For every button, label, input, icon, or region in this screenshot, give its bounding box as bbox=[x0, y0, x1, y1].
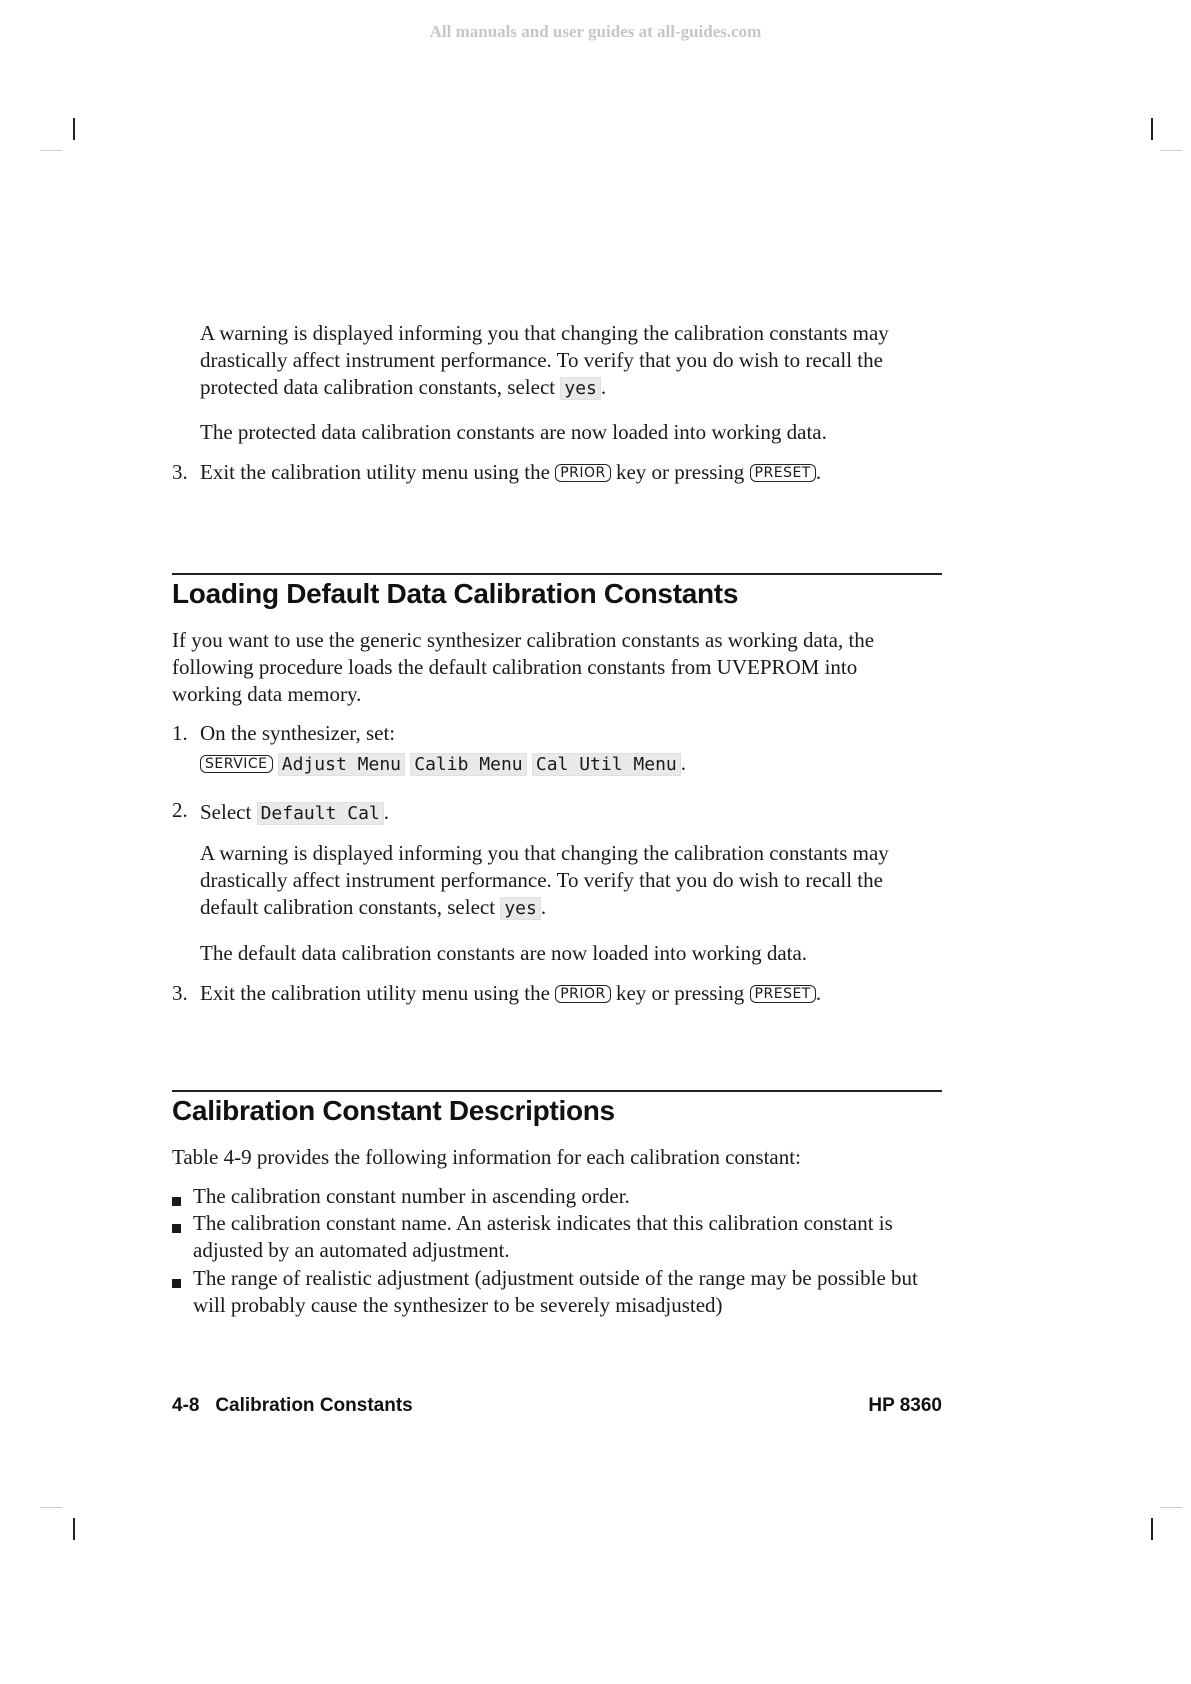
crop-mark-top-right bbox=[1151, 118, 1153, 140]
crop-mark-top-left bbox=[73, 118, 75, 140]
crop-line-top-right bbox=[1160, 150, 1182, 151]
step3-middle-text: key or pressing bbox=[615, 460, 745, 484]
section-heading-descriptions: Calibration Constant Descriptions bbox=[172, 1095, 615, 1126]
crop-line-bottom-right bbox=[1160, 1507, 1182, 1508]
intro-paragraph-descriptions: Table 4-9 provides the following information for each calibration constant: bbox=[172, 1145, 801, 1169]
crop-line-top-left bbox=[40, 150, 62, 151]
intro-paragraph-default: If you want to use the generic synthesizer calibration constants as working data, the following procedure loads the default calibration constants from UVEPROM into working data memory. bbox=[172, 628, 875, 706]
bullet-icon bbox=[172, 1279, 181, 1288]
crop-line-bottom-left bbox=[40, 1507, 62, 1508]
list-item: The calibration constant name. An asterisk indicates that this calibration constant is adjusted by an automated adjustment. bbox=[193, 1211, 893, 1262]
step2-select: Select Default Cal . bbox=[200, 800, 390, 824]
step3-text: Exit the calibration utility menu using the bbox=[200, 981, 550, 1005]
warning-paragraph-protected: A warning is displayed informing you that changing the calibration constants may drastically affect instrument performance. To verify that you do wish to recall the protected data calibration constants, select yes . bbox=[200, 321, 889, 399]
crop-mark-bottom-right bbox=[1151, 1518, 1153, 1540]
service-key[interactable]: SERVICE bbox=[200, 755, 273, 773]
step-number: 3. bbox=[172, 981, 188, 1005]
chapter-title: Calibration Constants bbox=[215, 1395, 413, 1416]
preset-key[interactable]: PRESET bbox=[750, 464, 816, 482]
crop-mark-bottom-left bbox=[73, 1518, 75, 1540]
result-paragraph-protected: The protected data calibration constants are now loaded into working data. bbox=[200, 420, 827, 444]
warning-paragraph-default: A warning is displayed informing you that changing the calibration constants may drastically affect instrument performance. To verify that you do wish to recall the default calibration constants, select yes . bbox=[200, 841, 889, 919]
watermark-banner: All manuals and user guides at all-guides.com bbox=[429, 22, 762, 41]
prior-key[interactable]: PRIOR bbox=[555, 985, 611, 1003]
footer-model: HP 8360 bbox=[868, 1395, 942, 1416]
warning-text: A warning is displayed informing you that changing the calibration constants may drastically affect instrument performance. To verify that you do wish to recall the protected data calibration constants, select bbox=[200, 321, 889, 399]
step3-middle-text: key or pressing bbox=[615, 981, 745, 1005]
list-item: The range of realistic adjustment (adjustment outside of the range may be possible but will probably cause the synthesizer to be severely misadjusted) bbox=[193, 1266, 918, 1317]
step1-text: On the synthesizer, set: bbox=[200, 721, 396, 745]
prior-key[interactable]: PRIOR bbox=[555, 464, 611, 482]
step-number: 3. bbox=[172, 460, 188, 484]
yes-softkey[interactable]: yes bbox=[500, 897, 541, 920]
result-paragraph-default: The default data calibration constants are now loaded into working data. bbox=[200, 941, 808, 965]
section-heading-default: Loading Default Data Calibration Constants bbox=[172, 578, 739, 609]
preset-key[interactable]: PRESET bbox=[750, 985, 816, 1003]
bullet-icon bbox=[172, 1224, 181, 1233]
step-number: 1. bbox=[172, 721, 188, 745]
page-number: 4-8 bbox=[172, 1395, 200, 1416]
step-number: 2. bbox=[172, 798, 188, 822]
section-divider bbox=[172, 573, 942, 575]
step3-exit-protected: Exit the calibration utility menu using the PRIOR key or pressing PRESET . bbox=[200, 460, 822, 484]
step3-exit-default: Exit the calibration utility menu using the PRIOR key or pressing PRESET . bbox=[200, 981, 822, 1005]
section-divider bbox=[172, 1090, 942, 1092]
footer-left bbox=[172, 1395, 413, 1417]
default-cal-softkey[interactable]: Default Cal bbox=[257, 802, 384, 825]
warning-text: A warning is displayed informing you that changing the calibration constants may drastically affect instrument performance. To verify that you do wish to recall the default calibration constants, select bbox=[200, 841, 889, 919]
key-sequence: SERVICE Adjust Menu Calib Menu Cal Util Menu . bbox=[200, 750, 960, 780]
list-item: The calibration constant number in ascending order. bbox=[193, 1184, 630, 1208]
cal-util-menu-softkey[interactable]: Cal Util Menu bbox=[532, 753, 681, 776]
calib-menu-softkey[interactable]: Calib Menu bbox=[410, 753, 526, 776]
step2-text: Select bbox=[200, 800, 252, 824]
bullet-icon bbox=[172, 1197, 181, 1206]
yes-softkey[interactable]: yes bbox=[560, 377, 601, 400]
step3-text: Exit the calibration utility menu using the bbox=[200, 460, 550, 484]
adjust-menu-softkey[interactable]: Adjust Menu bbox=[278, 753, 405, 776]
